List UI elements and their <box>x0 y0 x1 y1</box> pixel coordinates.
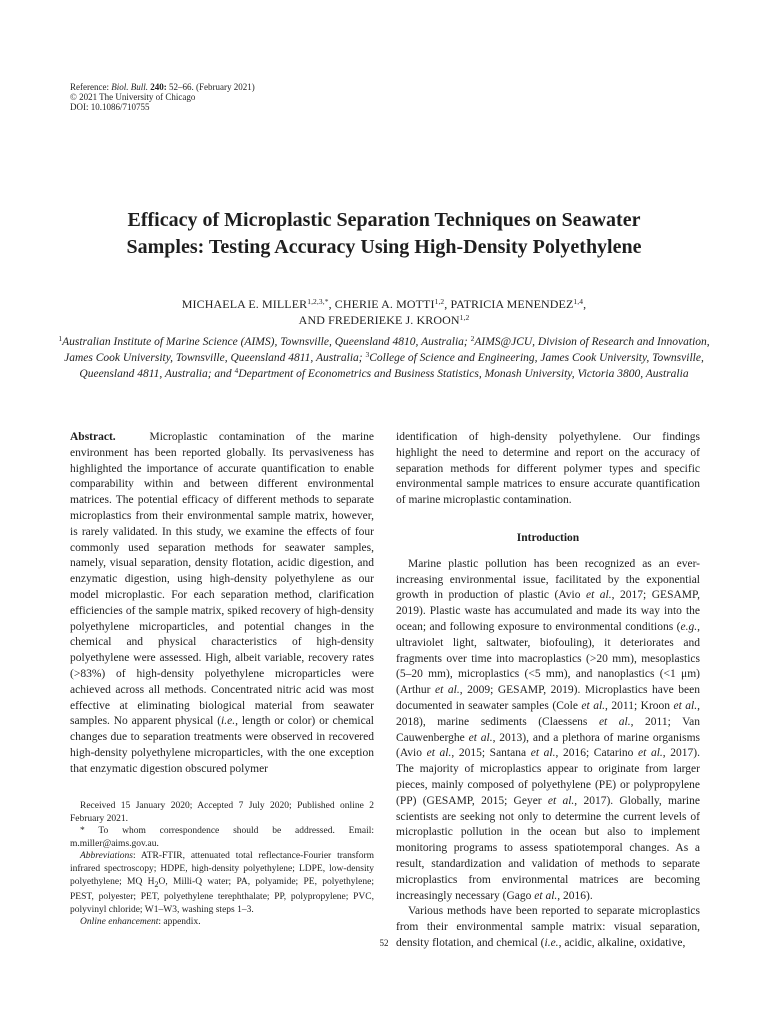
introduction-paragraph-1 <box>396 557 700 905</box>
affiliation-text: Australian Institute of Marine Science (AIMS), Townsville, Queensland 4810, Australia; <box>62 336 471 348</box>
text-run: , ultraviolet light, saltwater, biofouling), it deteriorates and fragments over time into macroplastics (>20 mm), mesoplastics (5–20 mm), microplastics (<5 mm), and nanoplastics (<1 μm) (Arthur <box>396 620 700 697</box>
et-al: et al. <box>547 794 575 807</box>
text-run: , 2017). The majority of microplastics appear to originate from larger pieces, mainly composed of polyethylene (PE) or polypropylene (PP) (GESAMP, 2015; Geyer <box>396 747 700 807</box>
author-separator: , <box>583 297 587 311</box>
et-al: et al. <box>435 684 460 697</box>
et-al: et al. <box>468 731 493 744</box>
abstract-text-end: , length or color) or chemical changes due to separation treatments were observed in recovered high-density polyethylene microparticles, with the one exception that enzymatic digestion obscured polymer <box>70 715 374 775</box>
author-list <box>40 296 728 328</box>
page-number: 52 <box>379 938 389 948</box>
abstract-text: Microplastic contamination of the marine environment has been reported globally. Its pervasiveness has highlighted the importance of accurate quantification to enable comparability within and between different environmental matrices. The potential efficacy of different methods to separate microplastics from their environmental sample matrix, however, is rarely validated. In this study, we examine the effects of four commonly used separation methods for seawater samples, namely, visual separation, density flotation, acidic digestion, and enzymatic digestion, using high-density polyethylene as our model microplastic. For each separation method, clarification efficiencies of the sample matrix, spiked recovery of high-density polyethylene microparticles, and potential changes in the chemical and physical characteristics of high-density polyethylene were assessed. High, albeit variable, recovery rates (>83%) of high-density polyethylene microparticles were achieved across all methods. Concentrated nitric acid was most effective at eliminating biological material from seawater samples. No apparent physical ( <box>70 431 374 728</box>
abstract-continued: identification of high-density polyethylene. Our findings highlight the need to determine and report on the accuracy of separation methods for different polymer types and specific environmental sample matrices to ensure accurate quantification of marine microplastic contamination. <box>396 431 700 507</box>
et-al: et al. <box>426 747 452 760</box>
ie: i.e. <box>544 936 559 949</box>
text-run: , 2015; Santana <box>451 747 531 760</box>
journal-name: Biol. Bull. <box>111 82 148 92</box>
right-column <box>396 430 700 952</box>
online-enhancement-label: Online enhancement <box>80 917 159 928</box>
abbreviations-subscript: 2 <box>154 879 159 889</box>
eg: e.g. <box>680 620 698 633</box>
text-run: , acidic, alkaline, oxidative, <box>558 936 686 949</box>
correspondence-note: * To whom correspondence should be addressed. Email: m.miller@aims.gov.au. <box>70 826 374 849</box>
affiliation-marker: 2 <box>470 334 475 343</box>
text-run: , 2011; Van Cauwenberghe <box>396 715 700 744</box>
abstract-paragraph <box>70 430 374 778</box>
text-run: , 2011; Kroon <box>605 699 674 712</box>
reference-block <box>70 82 255 112</box>
author-affiliation-marks: 1,2 <box>434 297 445 306</box>
text-run: Various methods have been reported to separate microplastics from their environmental sample matrix: visual separation, density flotation, and chemical ( <box>396 905 700 949</box>
text-run: , 2009; GESAMP, 2019). Microplastics have been documented in seawater samples (Cole <box>396 684 700 712</box>
author-affiliation-marks: 1,4 <box>573 297 584 306</box>
text-run: Marine plastic pollution has been recognized as an ever-increasing environmental issue, facilitated by the exponential growth in production of plastic (Avio <box>396 557 700 602</box>
abbreviations-text: : ATR-FTIR, attenuated total reflectance-Fourier transform infrared spectroscopy; HDPE, high-density polyethylene; LDPE, low-density polyethylene; MQ H <box>70 851 374 887</box>
reference-prefix: Reference: <box>70 82 112 92</box>
introduction-heading: Introduction <box>516 531 580 544</box>
author-name: , CHERIE A. MOTTI <box>328 297 435 311</box>
author-name: MICHAELA E. MILLER <box>181 297 308 311</box>
journal-pages-date: 52–66. (February 2021) <box>166 82 255 92</box>
abbreviations-note <box>70 850 374 916</box>
online-enhancement-note <box>70 916 374 929</box>
left-column <box>70 430 374 778</box>
et-al: et al. <box>534 889 558 902</box>
footnotes <box>70 800 374 929</box>
et-al: et al. <box>598 715 631 728</box>
affiliation-marker: 3 <box>365 350 370 359</box>
text-run: , 2017). Globally, marine scientists are seeking not only to determine the current levels of microplastic pollution in the ocean but also to implement monitoring programs to assess spatiotemporal changes. As a result, standardization and validation of methods to separate microplastics from environmental matrices are becoming increasingly necessary (Gago <box>396 794 700 902</box>
author-affiliation-marks: 1,2,3,* <box>307 297 329 306</box>
affiliation-marker: 4 <box>234 366 239 375</box>
affiliations <box>50 334 718 382</box>
online-enhancement-text: : appendix. <box>158 917 201 928</box>
text-run: , 2013), and a plethora of marine organisms (Avio <box>396 731 701 760</box>
text-run: , 2018), marine sediments (Claessens <box>396 699 700 728</box>
abbreviations-label: Abbreviations <box>80 851 133 862</box>
affiliation-text: Department of Econometrics and Business Statistics, Monash University, Victoria 3800, Australia <box>238 368 689 380</box>
author-name: AND FREDERIEKE J. KROON <box>298 313 460 327</box>
reference-line <box>70 82 255 92</box>
abbreviations-text-end: O, Milli-Q water; PA, polyamide; PE, polyethylene; PEST, polyester; PET, polyethylene terephthalate; PP, polypropylene; PVC, polyvinyl chloride; W1–W3, washing steps 1–3. <box>70 876 374 915</box>
text-run: , 2017; GESAMP, 2019). Plastic waste has accumulated and made its way into the ocean; and following exposure to environmental conditions ( <box>396 589 700 633</box>
received-dates: Received 15 January 2020; Accepted 7 July 2020; Published online 2 February 2021. <box>70 801 374 824</box>
author-affiliation-marks: 1,2 <box>459 313 470 322</box>
et-al: et al. <box>581 699 606 712</box>
copyright-line: © 2021 The University of Chicago <box>70 92 196 102</box>
doi-line: DOI: 10.1086/710755 <box>70 102 150 112</box>
article-title <box>40 207 728 261</box>
et-al: et al. <box>673 699 698 712</box>
text-run: , 2016; Catarino <box>555 747 639 760</box>
affiliation-text: College of Science and Engineering, James Cook University, Townsville, Queensland 4811, Australia; and <box>79 352 704 380</box>
et-al: et al. <box>586 589 612 602</box>
author-name: , PATRICIA MENENDEZ <box>444 297 574 311</box>
abstract-ie: i.e. <box>221 715 236 728</box>
title-line-2: Samples: Testing Accuracy Using High-Density Polyethylene <box>126 236 642 258</box>
text-run: , 2016). <box>557 889 593 902</box>
affiliation-marker: 1 <box>58 334 63 343</box>
affiliation-text: AIMS@JCU, Division of Research and Innovation, James Cook University, Townsville, Queensland 4811, Australia; <box>64 336 710 364</box>
journal-volume: 240: <box>150 82 167 92</box>
et-al: et al. <box>530 747 556 760</box>
et-al: et al. <box>638 747 663 760</box>
abstract-label: Abstract. <box>70 431 116 443</box>
title-line-1: Efficacy of Microplastic Separation Techniques on Seawater <box>127 209 641 231</box>
